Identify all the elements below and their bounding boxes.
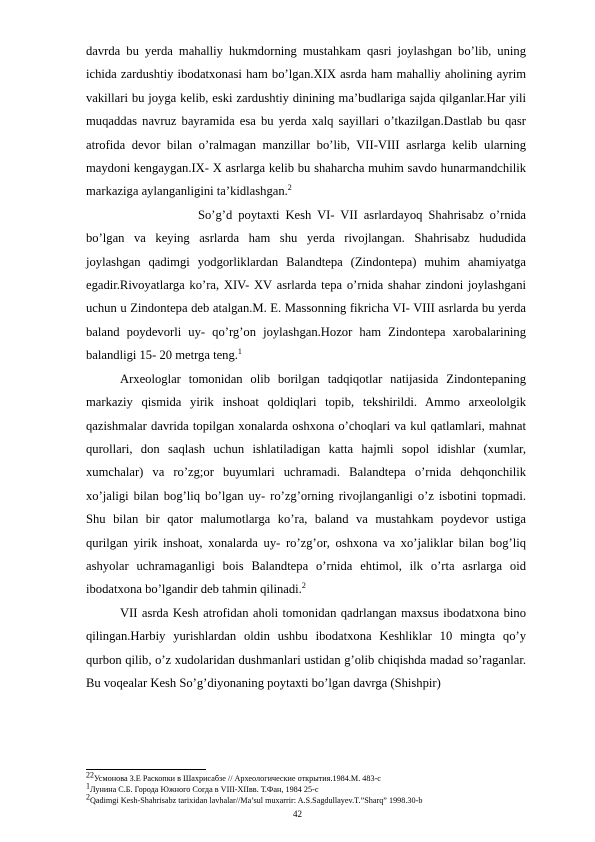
- footnote-1: [86, 770, 381, 784]
- paragraph-2-text: So’g’d poytaxti Kesh VI- VII asrlardayoq Shahrisabz o’rnida bo’lgan va keying asrlarda ham shu yerda rivojlangan. Shahrisabz hududida joylashgan qadimgi yodgorliklardan Balandtepa (Zindontepa) muhim ahamiyatga egadir.Rivoyatlarga ko’ra, XIV- XV asrlarda tepa o’rnida shahar zindoni joylashgani uchun u Zindontepa deb atalgan.M. E. Massonning fikricha VI- VIII asrlarda bu yerda baland poydevorli uy- qo’rg’on joylashgan.Hozor ham Zindontepa xarobalarining balandligi 15- 20 metrga teng.: [86, 207, 526, 363]
- footnote-2: [86, 781, 319, 795]
- main-text: [86, 40, 526, 695]
- footnote-3: [86, 792, 423, 806]
- footnote-ref: 1: [237, 347, 242, 357]
- footnote-mark: 2: [86, 792, 90, 802]
- paragraph-3-text: Arxeologlar tomonidan olib borilgan tadqiqotlar natijasida Zindontepaning markaziy qismida yirik inshoat qoldiqlari topib, tekshirildi. Ammo arxeololgik qazishmalar davrida topilgan xonalarda oshxona o’choqlari va kul qatlamlari, mahnat qurollari, don saqlash uchun ishlatiladigan katta hajmli sopol idishlar (xumlar, xumchalar) va ro’zg;or buyumlari uchramadi. Balandtepa o’rnida dehqonchilik xo’jaligi bilan bog’liq bo’lgan uy- ro’zg’orning rivojlanganligi o’z isbotini topmadi. Shu bilan bir qator malumotlarga ko’ra, baland va mustahkam poydevor ustiga qurilgan yirik inshoat, xonalarda uy- ro’zg’or, oshxona va xo’jaliklar bilan bog’liq ashyolar uchramaganligi bois Balandtepa o’rnida ehtimol, ilk o’rta asrlarga oid ibodatxona bo’lgandir deb tahmin qilinadi.: [86, 371, 526, 597]
- paragraph-4: [86, 602, 526, 696]
- page-number: 42: [293, 809, 302, 819]
- footnote-mark: 1: [86, 781, 90, 791]
- footnote-divider: [86, 769, 206, 770]
- footnote-ref: 2: [301, 581, 306, 591]
- paragraph-3: [86, 368, 526, 602]
- footnote-ref: 2: [287, 183, 292, 193]
- paragraph-1-text: davrda bu yerda mahalliy hukmdorning mustahkam qasri joylashgan bo’lib, uning ichida zardushtiy ibodatxonasi ham bo’lgan.XIX asrda ham mahalliy aholining ayrim vakillari bu joyga kelib, eski zardushtiy dinining ma’budlariga sajda qilganlar.Har yili muqaddas navruz bayramida esa bu yerda xalq sayillari o’tkazilgan.Dastlab bu qasr atrofida devor bilan o’ralmagan manzillar bo’lib, VII-VIII asrlarga kelib ularning maydoni kengaygan.IX- X asrlarga kelib bu shaharcha muhim savdo hunarmandchilik markaziga aylanganligini ta’kidlashgan.: [86, 44, 526, 199]
- footnote-text: Усмонова З.Е Раскопки в Шахрисабзе // Археологические открытия.1984.М. 483-с: [94, 774, 381, 783]
- footnote-text: Qadimgi Kesh-Shahrisabz tarixidan lavhalar//Ma’sul muxarrir: A.S.Sagdullayev.T.”Sharq” 1998.30-b: [90, 796, 423, 805]
- paragraph-2: [86, 204, 526, 368]
- footnote-mark: 22: [86, 770, 94, 780]
- paragraph-1: [86, 40, 526, 204]
- paragraph-4-text: VII asrda Kesh atrofidan aholi tomonidan qadrlangan maxsus ibodatxona bino qilingan.Harbiy yurishlardan oldin ushbu ibodatxona Keshliklar 10 mingta qo’y qurbon qilib, o’z xudolaridan dushmanlari ustidan g’olib chiqishda madad so’raganlar. Bu voqealar Kesh So’g’diyonaning poytaxti bo’lgan davrga (Shishpir): [86, 605, 526, 690]
- footnote-text: Лунина С.Б. Города Южного Согда в VIII-XIIвв. Т.Фан, 1984 25-с: [90, 785, 319, 794]
